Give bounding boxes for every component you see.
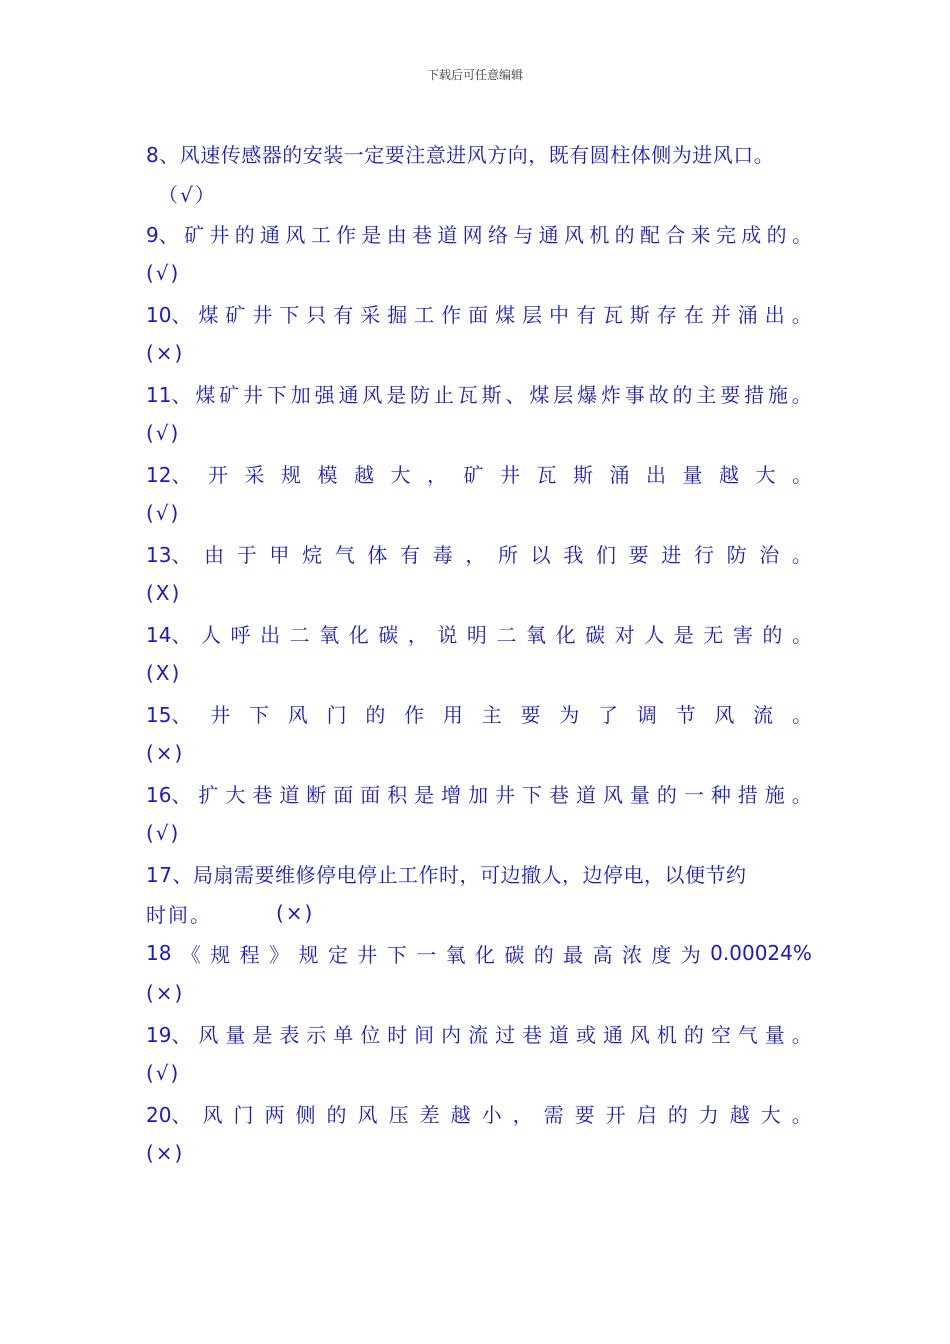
question-glyph: 无 bbox=[703, 622, 724, 647]
question-glyph: 气 bbox=[737, 1022, 758, 1047]
question-glyph: 行 bbox=[693, 542, 714, 567]
question-glyph: 说 bbox=[437, 622, 458, 647]
question-item-19 bbox=[146, 1013, 812, 1093]
question-glyph: 矿 bbox=[225, 302, 246, 327]
question-item-13 bbox=[146, 533, 812, 613]
question-glyph: 的 bbox=[533, 942, 554, 967]
question-text: 8、风速传感器的安装一定要注意进风方向，既有圆柱体侧为进风口。 bbox=[146, 142, 775, 167]
question-glyph: 井 bbox=[209, 222, 230, 247]
question-glyph: 呼 bbox=[230, 622, 251, 647]
question-glyph: 络 bbox=[488, 222, 508, 247]
question-glyph: 巷 bbox=[549, 782, 570, 807]
question-glyph: 配 bbox=[639, 222, 660, 247]
question-text bbox=[146, 1013, 812, 1053]
question-glyph: 面 bbox=[333, 782, 354, 807]
question-glyph: 存 bbox=[656, 302, 677, 327]
question-glyph: 道 bbox=[575, 782, 596, 807]
question-glyph: 定 bbox=[327, 942, 348, 967]
question-glyph: 了 bbox=[598, 702, 619, 727]
answer-mark: (×) bbox=[146, 1141, 185, 1165]
question-glyph: 碳 bbox=[585, 622, 606, 647]
question-glyph: 治 bbox=[759, 542, 780, 567]
question-glyph: 的 bbox=[365, 702, 386, 727]
question-glyph: 并 bbox=[710, 302, 731, 327]
question-glyph: 通 bbox=[260, 222, 281, 247]
question-glyph: 是 bbox=[673, 622, 694, 647]
question-glyph: 10、 bbox=[146, 302, 192, 327]
question-glyph: 工 bbox=[414, 302, 435, 327]
question-glyph: 巷 bbox=[522, 1022, 543, 1047]
question-glyph: 涌 bbox=[609, 462, 630, 487]
answer-mark: (X) bbox=[146, 581, 182, 605]
question-glyph: 机 bbox=[589, 222, 610, 247]
question-item-20 bbox=[146, 1093, 812, 1173]
question-glyph: 程 bbox=[239, 942, 260, 967]
question-glyph: 。 bbox=[791, 782, 812, 807]
question-glyph: 要 bbox=[574, 1102, 595, 1127]
question-glyph: 井 bbox=[499, 462, 520, 487]
question-glyph: 。 bbox=[791, 382, 812, 407]
question-glyph: 瓦 bbox=[457, 382, 478, 407]
question-glyph: 机 bbox=[656, 1022, 677, 1047]
question-glyph: 出 bbox=[260, 622, 281, 647]
question-glyph: 主 bbox=[481, 702, 502, 727]
question-glyph: 巷 bbox=[252, 782, 273, 807]
question-glyph: 面 bbox=[360, 782, 381, 807]
question-glyph: 是 bbox=[252, 1022, 273, 1047]
question-glyph: 风 bbox=[198, 1022, 219, 1047]
question-glyph: 启 bbox=[636, 1102, 657, 1127]
question-item-17 bbox=[146, 853, 812, 933]
question-glyph: 加 bbox=[468, 782, 489, 807]
question-glyph: 。 bbox=[791, 222, 812, 247]
question-glyph: 门 bbox=[326, 702, 347, 727]
question-item-8 bbox=[146, 133, 812, 213]
question-item-18 bbox=[146, 933, 812, 1013]
question-glyph: 9、 bbox=[146, 222, 179, 247]
question-glyph: 侧 bbox=[295, 1102, 316, 1127]
question-glyph: 风 bbox=[602, 782, 623, 807]
question-glyph: 16、 bbox=[146, 782, 192, 807]
question-glyph: 所 bbox=[498, 542, 519, 567]
question-glyph: 风 bbox=[714, 702, 735, 727]
question-item-12 bbox=[146, 453, 812, 533]
question-glyph: 越 bbox=[353, 462, 374, 487]
question-glyph: 通 bbox=[338, 382, 359, 407]
question-glyph: ， bbox=[407, 622, 428, 647]
question-glyph: 有 bbox=[575, 302, 596, 327]
question-glyph: 由 bbox=[204, 542, 225, 567]
question-glyph: 由 bbox=[386, 222, 407, 247]
question-glyph: 措 bbox=[737, 782, 758, 807]
question-glyph: 11、 bbox=[146, 382, 192, 407]
question-glyph: 扩 bbox=[198, 782, 219, 807]
question-glyph: 表 bbox=[279, 1022, 300, 1047]
question-glyph: 、 bbox=[505, 382, 526, 407]
question-item-15 bbox=[146, 693, 812, 773]
question-glyph: 进 bbox=[661, 542, 682, 567]
question-glyph: 空 bbox=[710, 1022, 731, 1047]
question-glyph: 井 bbox=[357, 942, 378, 967]
question-glyph: 过 bbox=[495, 1022, 516, 1047]
question-glyph: 18 bbox=[146, 941, 172, 965]
question-glyph: 出 bbox=[764, 302, 785, 327]
question-glyph: 下 bbox=[386, 942, 407, 967]
question-glyph: 一 bbox=[683, 782, 704, 807]
question-glyph: 大 bbox=[225, 782, 246, 807]
question-glyph: 瓦 bbox=[602, 302, 623, 327]
question-glyph: 止 bbox=[433, 382, 454, 407]
question-text bbox=[146, 373, 812, 413]
question-glyph: 高 bbox=[592, 942, 613, 967]
question-glyph: 毒 bbox=[432, 542, 453, 567]
question-glyph: 是 bbox=[361, 222, 382, 247]
question-glyph: 事 bbox=[624, 382, 645, 407]
question-glyph: 开 bbox=[207, 462, 228, 487]
question-glyph: 一 bbox=[416, 942, 437, 967]
question-glyph: 化 bbox=[348, 622, 369, 647]
question-glyph: 度 bbox=[651, 942, 672, 967]
question-text bbox=[146, 293, 812, 333]
question-glyph: 开 bbox=[605, 1102, 626, 1127]
answer-mark: (√) bbox=[146, 1061, 181, 1085]
question-glyph: 种 bbox=[710, 782, 731, 807]
question-glyph: 害 bbox=[732, 622, 753, 647]
question-glyph: 瓦 bbox=[536, 462, 557, 487]
question-item-10 bbox=[146, 293, 812, 373]
question-glyph: 。 bbox=[791, 622, 812, 647]
question-glyph: 量 bbox=[764, 1022, 785, 1047]
question-glyph: 作 bbox=[441, 302, 462, 327]
answer-mark: (√) bbox=[146, 421, 181, 445]
question-glyph: 强 bbox=[314, 382, 335, 407]
question-glyph: 煤 bbox=[495, 302, 516, 327]
question-glyph: 井 bbox=[252, 302, 273, 327]
answer-mark: (×) bbox=[146, 741, 185, 765]
question-glyph: 是 bbox=[414, 782, 435, 807]
question-text bbox=[146, 1093, 812, 1133]
question-glyph: 风 bbox=[563, 222, 584, 247]
question-glyph: 的 bbox=[683, 1022, 704, 1047]
question-glyph: 出 bbox=[645, 462, 666, 487]
question-glyph: 采 bbox=[360, 302, 381, 327]
question-glyph: 二 bbox=[289, 622, 310, 647]
question-glyph: 两 bbox=[264, 1102, 285, 1127]
question-glyph: 《 bbox=[180, 942, 201, 967]
page-header: 下载后可任意编辑 bbox=[426, 68, 523, 82]
question-glyph: 风 bbox=[362, 382, 383, 407]
question-glyph: ， bbox=[512, 1102, 533, 1127]
question-text: 17、局扇需要维修停电停止工作时，可边撤人，边停电，以便节约 bbox=[146, 862, 747, 887]
question-text-continued bbox=[146, 893, 812, 933]
question-glyph: 积 bbox=[387, 782, 408, 807]
question-glyph: 19、 bbox=[146, 1022, 192, 1047]
question-glyph: 需 bbox=[543, 1102, 564, 1127]
question-glyph: 下 bbox=[266, 382, 287, 407]
question-glyph: 示 bbox=[306, 1022, 327, 1047]
question-glyph: 只 bbox=[306, 302, 327, 327]
question-glyph: 人 bbox=[644, 622, 665, 647]
question-glyph: 矿 bbox=[184, 222, 205, 247]
answer-mark: (×) bbox=[276, 901, 315, 925]
question-text bbox=[146, 453, 812, 493]
question-glyph: 通 bbox=[538, 222, 559, 247]
question-glyph: 对 bbox=[614, 622, 635, 647]
answer-mark: (×) bbox=[146, 341, 185, 365]
question-glyph: 力 bbox=[698, 1102, 719, 1127]
question-glyph: 的 bbox=[672, 382, 693, 407]
question-glyph: 于 bbox=[236, 542, 257, 567]
question-glyph: 流 bbox=[753, 702, 774, 727]
question-glyph: 明 bbox=[466, 622, 487, 647]
question-glyph: 成 bbox=[741, 222, 762, 247]
question-glyph: 风 bbox=[202, 1102, 223, 1127]
question-glyph: 作 bbox=[404, 702, 425, 727]
question-glyph: 矿 bbox=[219, 382, 240, 407]
question-glyph: 越 bbox=[718, 462, 739, 487]
question-glyph: 作 bbox=[336, 222, 357, 247]
question-glyph: 在 bbox=[683, 302, 704, 327]
question-glyph: 矿 bbox=[463, 462, 484, 487]
question-text bbox=[146, 213, 812, 253]
question-glyph: 的 bbox=[766, 222, 787, 247]
question-glyph: 单 bbox=[333, 1022, 354, 1047]
question-glyph: 中 bbox=[549, 302, 570, 327]
question-glyph: 内 bbox=[441, 1022, 462, 1047]
question-glyph: 合 bbox=[665, 222, 686, 247]
question-glyph: 量 bbox=[225, 1022, 246, 1047]
question-glyph: 措 bbox=[744, 382, 765, 407]
question-glyph: 氧 bbox=[526, 622, 547, 647]
question-glyph: 14、 bbox=[146, 622, 192, 647]
question-glyph: 二 bbox=[496, 622, 517, 647]
question-item-11 bbox=[146, 373, 812, 453]
question-glyph: 涌 bbox=[737, 302, 758, 327]
question-glyph: 层 bbox=[522, 302, 543, 327]
question-glyph: 大 bbox=[760, 1102, 781, 1127]
question-glyph: 为 bbox=[680, 942, 701, 967]
question-glyph: 量 bbox=[682, 462, 703, 487]
question-glyph: 门 bbox=[233, 1102, 254, 1127]
question-text bbox=[146, 773, 812, 813]
question-glyph: 氧 bbox=[445, 942, 466, 967]
question-glyph: 越 bbox=[729, 1102, 750, 1127]
question-glyph: 道 bbox=[549, 1022, 570, 1047]
question-glyph: 工 bbox=[310, 222, 331, 247]
question-glyph: 完 bbox=[715, 222, 736, 247]
answer-mark: (×) bbox=[146, 981, 185, 1005]
question-glyph: 风 bbox=[285, 222, 306, 247]
question-glyph: 风 bbox=[629, 1022, 650, 1047]
question-glyph: 0.00024% bbox=[710, 941, 812, 965]
question-glyph: 的 bbox=[326, 1102, 347, 1127]
question-glyph: 节 bbox=[675, 702, 696, 727]
question-glyph: 时 bbox=[387, 1022, 408, 1047]
question-glyph: 风 bbox=[287, 702, 308, 727]
question-glyph: 与 bbox=[513, 222, 534, 247]
question-glyph: 的 bbox=[614, 222, 635, 247]
question-glyph: ， bbox=[426, 462, 447, 487]
question-glyph: 有 bbox=[333, 302, 354, 327]
answer-mark: (X) bbox=[146, 661, 182, 685]
question-glyph: 来 bbox=[690, 222, 711, 247]
question-glyph: 加 bbox=[290, 382, 311, 407]
question-glyph: 的 bbox=[667, 1102, 688, 1127]
question-glyph: 下 bbox=[279, 302, 300, 327]
question-glyph: 规 bbox=[298, 942, 319, 967]
question-glyph: 或 bbox=[575, 1022, 596, 1047]
question-text-tail: 时间。 bbox=[146, 902, 212, 927]
question-glyph: 碳 bbox=[504, 942, 525, 967]
question-glyph: 烷 bbox=[302, 542, 323, 567]
question-item-9 bbox=[146, 213, 812, 293]
question-glyph: 。 bbox=[791, 302, 812, 327]
question-glyph: 15、 bbox=[146, 702, 192, 727]
question-glyph: 间 bbox=[414, 1022, 435, 1047]
question-glyph: 要 bbox=[520, 702, 541, 727]
question-glyph: 体 bbox=[367, 542, 388, 567]
question-item-16 bbox=[146, 773, 812, 853]
question-glyph: 有 bbox=[400, 542, 421, 567]
question-glyph: 网 bbox=[462, 222, 483, 247]
question-glyph: 煤 bbox=[529, 382, 550, 407]
question-glyph: ， bbox=[465, 542, 486, 567]
question-glyph: 风 bbox=[357, 1102, 378, 1127]
question-glyph: 炸 bbox=[600, 382, 621, 407]
question-glyph: 差 bbox=[419, 1102, 440, 1127]
question-glyph: 施 bbox=[764, 782, 785, 807]
question-item-14 bbox=[146, 613, 812, 693]
question-glyph: 流 bbox=[468, 1022, 489, 1047]
question-glyph: 是 bbox=[386, 382, 407, 407]
question-glyph: 20、 bbox=[146, 1102, 192, 1127]
question-glyph: 防 bbox=[726, 542, 747, 567]
question-glyph: 的 bbox=[762, 622, 783, 647]
question-glyph: 爆 bbox=[577, 382, 598, 407]
question-glyph: 越 bbox=[450, 1102, 471, 1127]
question-glyph: 层 bbox=[553, 382, 574, 407]
question-glyph: 13、 bbox=[146, 542, 192, 567]
question-glyph: 井 bbox=[243, 382, 264, 407]
answer-mark: （√） bbox=[158, 182, 217, 207]
question-glyph: 化 bbox=[555, 622, 576, 647]
question-glyph: 气 bbox=[334, 542, 355, 567]
question-glyph: 甲 bbox=[269, 542, 290, 567]
question-glyph: 煤 bbox=[198, 302, 219, 327]
question-glyph: 断 bbox=[306, 782, 327, 807]
question-glyph: 规 bbox=[280, 462, 301, 487]
question-text bbox=[146, 613, 812, 653]
question-glyph: 浓 bbox=[621, 942, 642, 967]
question-glyph: 人 bbox=[201, 622, 221, 647]
question-glyph: 。 bbox=[791, 542, 812, 567]
question-glyph: 增 bbox=[441, 782, 462, 807]
question-glyph: 我 bbox=[563, 542, 584, 567]
question-glyph: 。 bbox=[791, 462, 812, 487]
question-glyph: 最 bbox=[563, 942, 584, 967]
question-glyph: 掘 bbox=[387, 302, 408, 327]
question-glyph: 调 bbox=[636, 702, 657, 727]
question-glyph: 碳 bbox=[378, 622, 399, 647]
question-glyph: 化 bbox=[474, 942, 495, 967]
question-glyph: 要 bbox=[628, 542, 649, 567]
question-glyph: 大 bbox=[390, 462, 411, 487]
question-list bbox=[146, 133, 812, 1173]
question-glyph: 规 bbox=[210, 942, 231, 967]
question-glyph: 下 bbox=[249, 702, 270, 727]
question-glyph: 下 bbox=[522, 782, 543, 807]
question-glyph: 。 bbox=[791, 1022, 812, 1047]
question-glyph: 。 bbox=[791, 702, 812, 727]
question-glyph: 的 bbox=[656, 782, 677, 807]
question-glyph: 模 bbox=[317, 462, 338, 487]
question-glyph: 斯 bbox=[629, 302, 650, 327]
answer-mark: (√) bbox=[146, 821, 181, 845]
question-glyph: 防 bbox=[410, 382, 431, 407]
question-glyph: 12、 bbox=[146, 462, 192, 487]
question-glyph: 道 bbox=[279, 782, 300, 807]
question-glyph: 们 bbox=[595, 542, 616, 567]
question-glyph: 面 bbox=[468, 302, 489, 327]
question-glyph: 煤 bbox=[195, 382, 216, 407]
question-glyph: 位 bbox=[360, 1022, 381, 1047]
question-glyph: 氧 bbox=[319, 622, 340, 647]
question-glyph: 以 bbox=[530, 542, 551, 567]
question-glyph: 大 bbox=[755, 462, 776, 487]
question-glyph: 井 bbox=[495, 782, 516, 807]
question-glyph: 通 bbox=[602, 1022, 623, 1047]
question-text bbox=[146, 933, 812, 973]
question-glyph: 巷 bbox=[412, 222, 433, 247]
question-glyph: 。 bbox=[791, 1102, 812, 1127]
question-glyph: 量 bbox=[629, 782, 650, 807]
question-glyph: 井 bbox=[210, 702, 231, 727]
question-glyph: 斯 bbox=[481, 382, 502, 407]
question-glyph: 用 bbox=[442, 702, 463, 727]
question-glyph: 》 bbox=[269, 942, 290, 967]
question-glyph: 小 bbox=[481, 1102, 502, 1127]
question-glyph: 采 bbox=[244, 462, 265, 487]
answer-mark: (√) bbox=[146, 501, 181, 525]
question-text bbox=[146, 693, 812, 733]
question-glyph: 要 bbox=[720, 382, 741, 407]
question-glyph: 施 bbox=[767, 382, 788, 407]
question-glyph: 主 bbox=[696, 382, 717, 407]
question-glyph: 斯 bbox=[572, 462, 593, 487]
answer-mark: (√) bbox=[146, 261, 181, 285]
question-glyph: 为 bbox=[559, 702, 580, 727]
question-glyph: 道 bbox=[437, 222, 458, 247]
question-glyph: 的 bbox=[234, 222, 255, 247]
question-glyph: 故 bbox=[648, 382, 669, 407]
question-text bbox=[146, 533, 812, 573]
question-glyph: 压 bbox=[388, 1102, 409, 1127]
